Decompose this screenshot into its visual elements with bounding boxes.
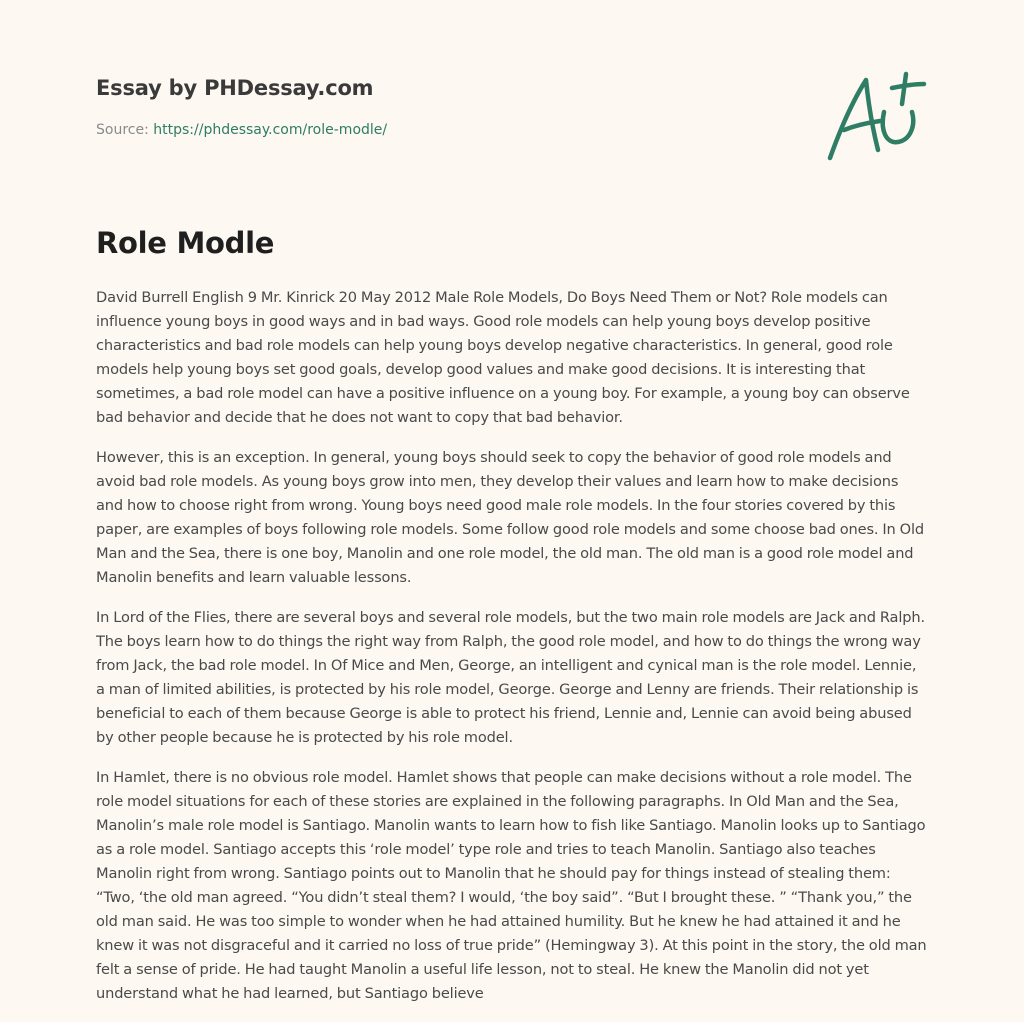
paragraph: However, this is an exception. In general, young boys should seek to copy the behavior of good role models and avoid bad role models. As young boys grow into men, they develop their values and learn how to make decisions and how to choose right from wrong. Young boys need good male role models. In the four stories covered by this paper, are examples of boys following role models. Some follow good role models and some choose bad ones. In Old Man and the Sea, there is one boy, Manolin and one role model, the old man. The old man is a good role model and Manolin benefits and learn valuable lessons. <box>96 449 924 586</box>
header <box>96 76 928 138</box>
paragraph: In Lord of the Flies, there are several boys and several role models, but the two main role models are Jack and Ralph. The boys learn how to do things the right way from Ralph, the good role model, and how to do things the wrong way from Jack, the bad role model. In Of Mice and Men, George, an intelligent and cynical man is the role model. Lennie, a man of limited abilities, is protected by his role model, George. George and Lenny are friends. Their relationship is beneficial to each of them because George is able to protect his friend, Lennie and, Lennie can avoid being abused by other people because he is protected by his role model. <box>96 609 925 746</box>
source-label: Source: <box>96 122 154 138</box>
paragraph: In Hamlet, there is no obvious role model. Hamlet shows that people can make decisions without a role model. The role model situations for each of these stories are explained in the following paragraphs. In Old Man and the Sea, Manolin’s male role model is Santiago. Manolin wants to learn how to fish like Santiago. Manolin looks up to Santiago as a role model. Santiago accepts this ‘role model’ type role and tries to teach Manolin. Santiago also teaches Manolin right from wrong. Santiago points out to Manolin that he should pay for things instead of stealing them: “Two, ‘the old man agreed. “You didn’t steal them? I would, ‘the boy said”. “But I brought these. ” “Thank you,” the old man said. He was too simple to wonder when he had attained humility. But he knew he had attained it and he knew it was not disgraceful and it carried no loss of true pride” (Hemingway 3). At this point in the story, the old man felt a sense of pride. He had taught Manolin a useful life lesson, not to steal. He knew the Manolin did not yet understand what he had learned, but Santiago believe <box>96 769 927 1002</box>
essay-body <box>96 286 928 1022</box>
paragraph: David Burrell English 9 Mr. Kinrick 20 May 2012 Male Role Models, Do Boys Need Them or Not? Role models can influence young boys in good ways and in bad ways. Good role models can help young boys develop positive characteristics and bad role models can help young boys develop negative characteristics. In general, good role models help young boys set good goals, develop good values and make good decisions. It is interesting that sometimes, a bad role model can have a positive influence on a young boy. For example, a young boy can observe bad behavior and decide that he does not want to copy that bad behavior. <box>96 289 910 426</box>
source-line <box>96 122 928 138</box>
document-title: Role Modle <box>96 226 275 260</box>
a-plus-logo-icon <box>822 68 930 168</box>
source-link[interactable]: https://phdessay.com/role-modle/ <box>153 122 388 138</box>
site-title: Essay by PHDessay.com <box>96 76 374 100</box>
